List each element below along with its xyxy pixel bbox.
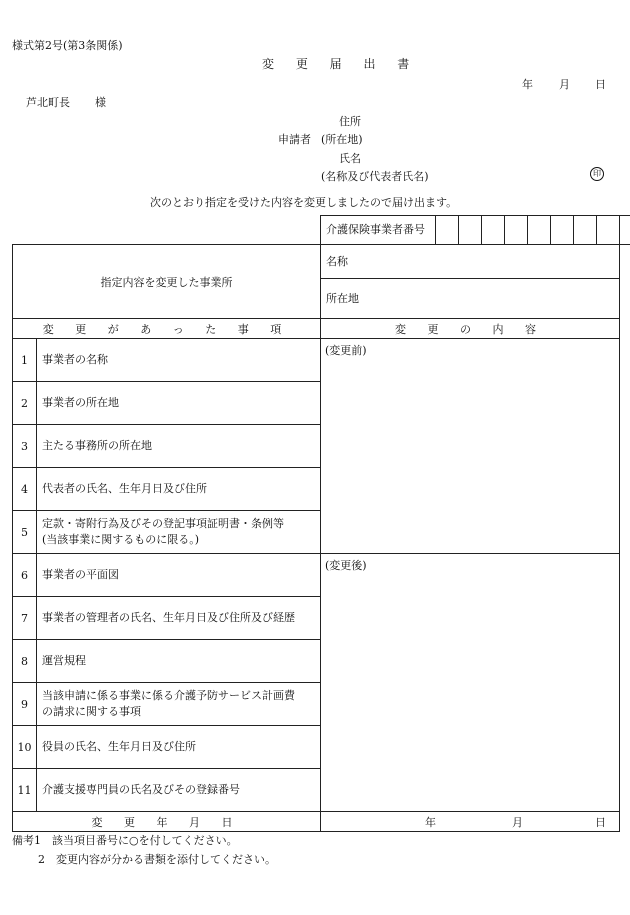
office-number-digit[interactable] bbox=[597, 216, 620, 245]
office-number-digit[interactable] bbox=[482, 216, 505, 245]
office-number-digit[interactable] bbox=[436, 216, 459, 245]
item-text: 事業者の名称 bbox=[37, 339, 321, 382]
header-date-month: 月 bbox=[559, 78, 570, 91]
office-number-label: 介護保険事業者番号 bbox=[321, 216, 436, 245]
addressee-name: 芦北町長 bbox=[26, 96, 70, 109]
left-header: 変 更 が あ っ た 事 項 bbox=[13, 319, 321, 339]
item-number[interactable]: 2 bbox=[13, 382, 37, 425]
office-location-field[interactable] bbox=[321, 279, 620, 319]
item-text: 介護支援専門員の氏名及びその登録番号 bbox=[37, 769, 321, 812]
office-row-label: 指定内容を変更した事業所 bbox=[13, 245, 321, 319]
item-number[interactable]: 7 bbox=[13, 597, 37, 640]
office-number-table bbox=[320, 215, 630, 245]
table-row bbox=[13, 554, 620, 597]
note-1: 備考1 該当項目番号に○を付してください。 bbox=[12, 834, 238, 847]
item-number[interactable]: 5 bbox=[13, 511, 37, 554]
office-number-digit[interactable] bbox=[574, 216, 597, 245]
item-text: 当該申請に係る事業に係る介護予防サービス計画費 の請求に関する事項 bbox=[37, 683, 321, 726]
header-date-year: 年 bbox=[522, 78, 533, 91]
after-label: (変更後) bbox=[325, 559, 367, 572]
table-row bbox=[13, 339, 620, 382]
before-label: (変更前) bbox=[325, 344, 367, 357]
note-2: 2 変更内容が分かる書類を添付してください。 bbox=[38, 853, 276, 866]
office-name-label: 名称 bbox=[326, 254, 348, 268]
header-date-day: 日 bbox=[595, 78, 606, 91]
change-date-field[interactable] bbox=[321, 812, 620, 832]
after-content-field[interactable] bbox=[321, 554, 620, 812]
item-number[interactable]: 10 bbox=[13, 726, 37, 769]
item-number[interactable]: 4 bbox=[13, 468, 37, 511]
statement: 次のとおり指定を受けた内容を変更しましたので届け出ます。 bbox=[150, 196, 458, 209]
address-sub-label: (所在地) bbox=[321, 133, 363, 146]
office-name-field[interactable] bbox=[321, 245, 620, 279]
name-label: 氏名 bbox=[339, 152, 361, 165]
office-number-digit[interactable] bbox=[551, 216, 574, 245]
office-number-digit[interactable] bbox=[528, 216, 551, 245]
form-title: 変 更 届 出 書 bbox=[262, 57, 419, 71]
item-text: 主たる事務所の所在地 bbox=[37, 425, 321, 468]
item-text: 事業者の管理者の氏名、生年月日及び住所及び経歴 bbox=[37, 597, 321, 640]
item-text: 定款・寄附行為及びその登記事項証明書・条例等 (当該事業に関するものに限る。) bbox=[37, 511, 321, 554]
item-number[interactable]: 3 bbox=[13, 425, 37, 468]
change-date-month: 月 bbox=[512, 815, 523, 829]
item-number[interactable]: 1 bbox=[13, 339, 37, 382]
change-table bbox=[12, 244, 620, 832]
item-text: 役員の氏名、生年月日及び住所 bbox=[37, 726, 321, 769]
change-date-year: 年 bbox=[425, 815, 436, 829]
applicant-label: 申請者 bbox=[278, 133, 311, 146]
item-number[interactable]: 8 bbox=[13, 640, 37, 683]
office-location-label: 所在地 bbox=[326, 291, 359, 305]
item-number[interactable]: 11 bbox=[13, 769, 37, 812]
office-number-digit[interactable] bbox=[459, 216, 482, 245]
address-label: 住所 bbox=[339, 115, 361, 128]
item-text: 事業者の所在地 bbox=[37, 382, 321, 425]
office-number-digit[interactable] bbox=[620, 216, 630, 245]
form-id: 様式第2号(第3条関係) bbox=[12, 39, 123, 52]
before-content-field[interactable] bbox=[321, 339, 620, 554]
right-header: 変 更 の 内 容 bbox=[321, 319, 620, 339]
item-text: 代表者の氏名、生年月日及び住所 bbox=[37, 468, 321, 511]
office-number-digit[interactable] bbox=[505, 216, 528, 245]
item-number[interactable]: 9 bbox=[13, 683, 37, 726]
seal-icon: 印 bbox=[590, 167, 604, 181]
item-number[interactable]: 6 bbox=[13, 554, 37, 597]
change-date-label: 変 更 年 月 日 bbox=[13, 812, 321, 832]
addressee-suffix: 様 bbox=[95, 96, 106, 109]
name-sub-label: (名称及び代表者氏名) bbox=[321, 170, 429, 183]
change-date-day: 日 bbox=[595, 815, 606, 829]
item-text: 事業者の平面図 bbox=[37, 554, 321, 597]
item-text: 運営規程 bbox=[37, 640, 321, 683]
